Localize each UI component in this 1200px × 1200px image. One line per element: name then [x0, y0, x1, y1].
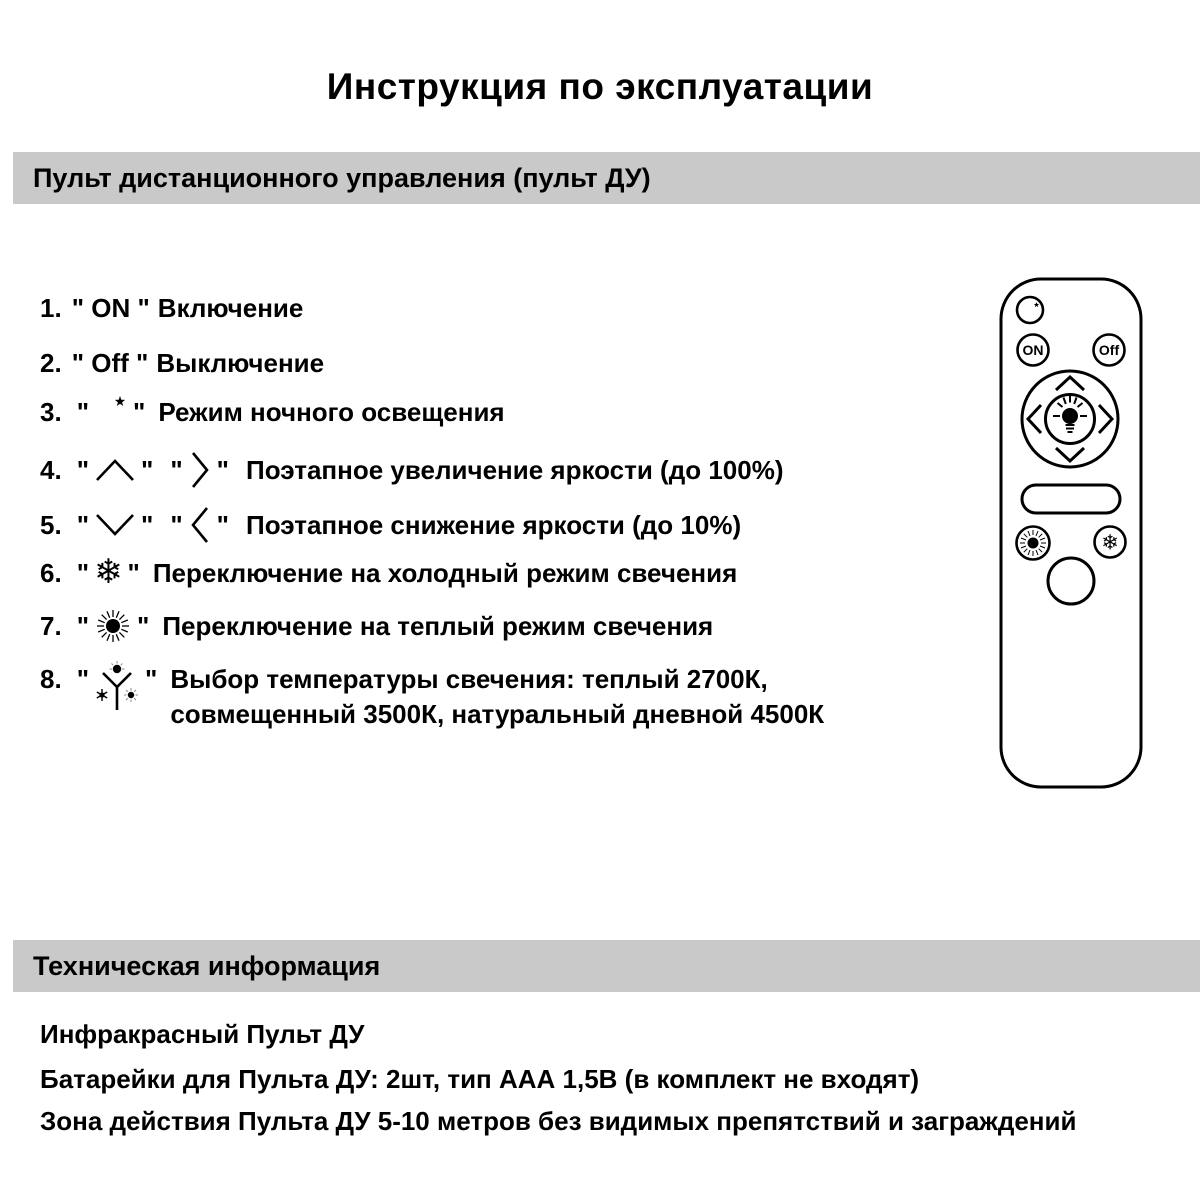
- chevron-right-icon: [188, 450, 212, 490]
- section-header-remote-label: Пульт дистанционного управления (пульт ДУ): [33, 162, 651, 193]
- list-item-brightness-up: [40, 450, 783, 490]
- open-quote: ": [76, 664, 90, 694]
- open-quote: ": [170, 509, 183, 540]
- item-label-line2: совмещенный 3500К, натуральный дневной 4500К: [170, 699, 825, 729]
- close-quote: ": [127, 557, 140, 588]
- off-button-label: Off: [1098, 342, 1120, 358]
- snowflake-icon: ❄: [94, 553, 123, 591]
- cold-snowflake-icon: ❄: [1101, 531, 1119, 555]
- on-button-label: ON: [1022, 342, 1044, 358]
- tech-info-line: Зона действия Пульта ДУ 5-10 метров без видимых препятствий и заграждений: [40, 1106, 1077, 1136]
- section-header-tech: [13, 940, 1200, 992]
- open-quote: ": [76, 454, 90, 485]
- list-item-on: [40, 288, 303, 328]
- item-number: 6.: [40, 557, 62, 588]
- item-button-text: " Off ": [71, 347, 149, 378]
- item-number: 7.: [40, 610, 62, 641]
- open-quote: ": [76, 509, 90, 540]
- item-label: [170, 660, 824, 730]
- list-item-night-mode: [40, 392, 505, 432]
- item-label: Режим ночного освещения: [158, 396, 505, 427]
- item-number: 5.: [40, 509, 62, 540]
- item-label: Поэтапное увеличение яркости (до 100%): [246, 454, 784, 485]
- item-label: Включение: [157, 292, 304, 323]
- item-label: Переключение на холодный режим свечения: [152, 557, 738, 588]
- list-item-off: [40, 343, 324, 383]
- list-item-temperature-select: [40, 660, 824, 730]
- item-label: Выключение: [156, 347, 325, 378]
- list-item-warm-mode: [40, 606, 713, 646]
- warm-mode-button: [1017, 527, 1050, 560]
- section-header-remote: [13, 152, 1200, 204]
- close-quote: ": [141, 509, 154, 540]
- chevron-up-icon: [94, 457, 136, 483]
- list-item-brightness-down: [40, 505, 741, 545]
- tech-info-line: Инфракрасный Пульт ДУ: [40, 1019, 365, 1049]
- close-quote: ": [216, 509, 229, 540]
- item-number: 8.: [40, 664, 62, 694]
- tech-info-line: Батарейки для Пульта ДУ: 2шт, тип ААА 1,5В (в комплект не входят): [40, 1064, 920, 1094]
- remote-control-illustration: [997, 275, 1147, 793]
- page-title: Инструкция по эксплуатации: [326, 66, 874, 107]
- item-number: 3.: [40, 396, 62, 427]
- close-quote: ": [141, 454, 154, 485]
- list-item-cold-mode: [40, 553, 737, 593]
- chevron-down-icon: [94, 512, 136, 538]
- close-quote: ": [145, 664, 158, 694]
- close-quote: ": [137, 610, 150, 641]
- item-label: Поэтапное снижение яркости (до 10%): [246, 509, 742, 540]
- temperature-select-icon: [94, 660, 140, 714]
- item-number: 1.: [40, 292, 62, 323]
- item-button-text: " ON ": [71, 292, 150, 323]
- sun-icon: [94, 607, 132, 645]
- open-quote: ": [76, 557, 90, 588]
- section-header-tech-label: Техническая информация: [33, 950, 381, 981]
- item-label: Переключение на теплый режим свечения: [162, 610, 714, 641]
- item-number: 4.: [40, 454, 62, 485]
- item-number: 2.: [40, 347, 62, 378]
- item-label-line1: Выбор температуры свечения: теплый 2700К,: [170, 664, 768, 694]
- open-quote: ": [170, 454, 183, 485]
- chevron-left-icon: [188, 505, 212, 545]
- moon-with-star-icon: [94, 394, 128, 430]
- close-quote: ": [216, 454, 229, 485]
- close-quote: ": [133, 396, 146, 427]
- open-quote: ": [76, 610, 90, 641]
- open-quote: ": [76, 396, 90, 427]
